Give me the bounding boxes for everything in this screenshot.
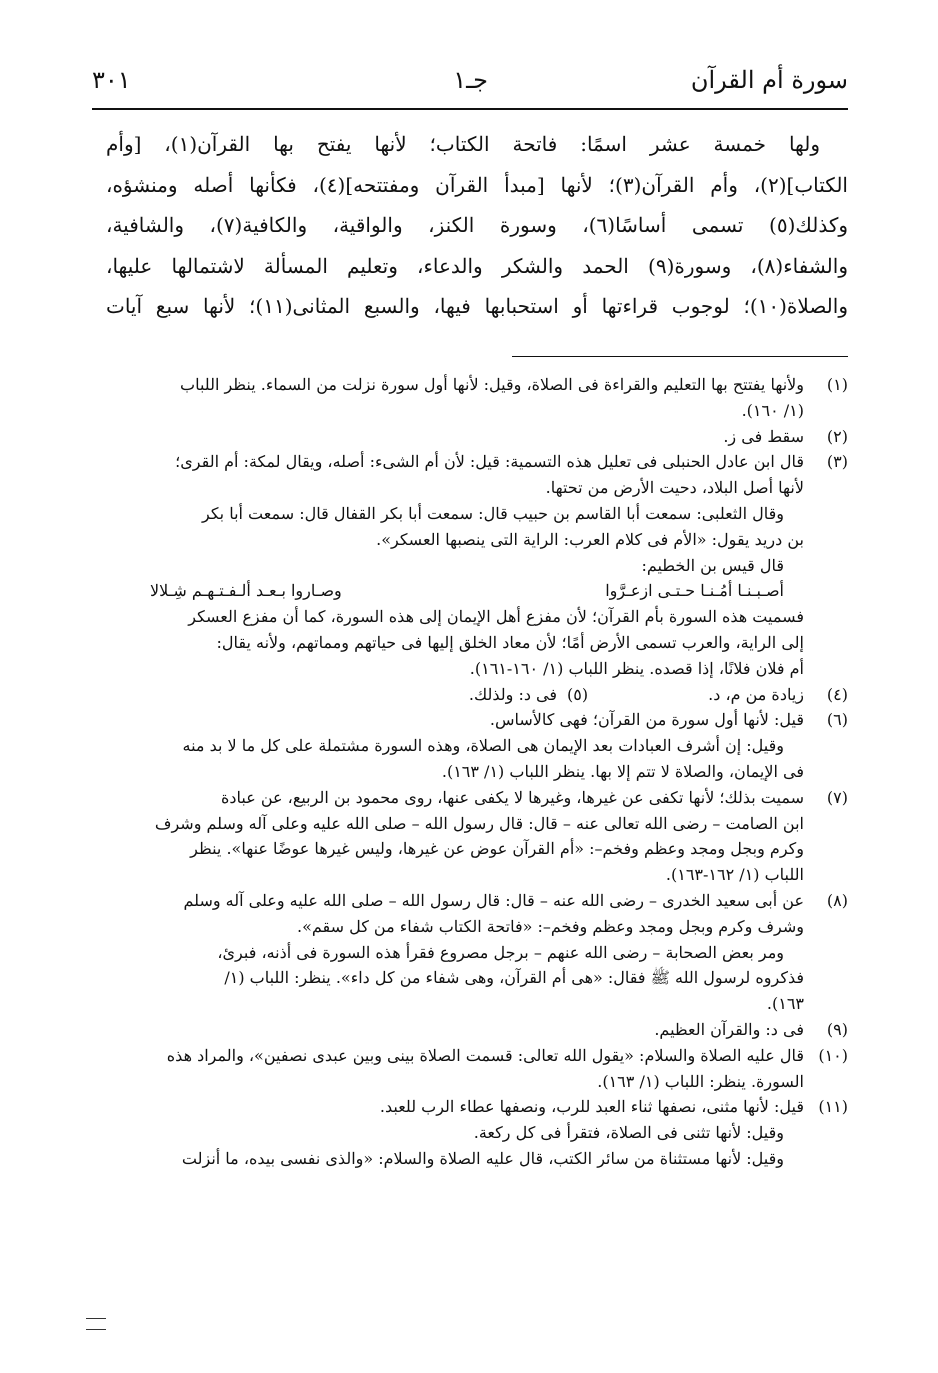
volume-label: جـ١ — [453, 66, 488, 94]
footnote-number: (٧) — [826, 787, 848, 807]
header-rule — [92, 108, 848, 110]
footnote-4-5 — [100, 682, 848, 708]
page-number: ٣٠١ — [92, 66, 131, 94]
verse-second-hemistich: وصـاروا بـعـد ألـفـتـهـم شِـلالا — [150, 581, 342, 601]
footnote-text: ١٦٣). — [766, 994, 804, 1014]
footnote-9 — [100, 1017, 848, 1043]
footnote-number: (٨) — [826, 890, 848, 910]
footnote-number: (٦) — [826, 710, 848, 730]
footnote-number: (٣) — [826, 452, 848, 472]
footnote-1 — [100, 372, 848, 424]
footnote-number: (١٠) — [818, 1045, 848, 1065]
footnote-text: زيادة من م، د. — [708, 684, 804, 704]
footnote-text: قيل: لأنها أول سورة من القرآن؛ فهى كالأساس. — [489, 710, 804, 730]
footnote-text: قيل: لأنها مثنى، نصفها ثناء العبد للرب، ونصفها عطاء الرب للعبد. — [379, 1097, 804, 1117]
main-line: وكذلك(٥) تسمى أساسًا(٦)، وسورة الكنز، والواقية، والكافية(٧)، والشافية، — [106, 213, 848, 238]
footnote-text: ولأنها يفتتح بها التعليم والقراءة فى الصلاة، وقيل: لأنها أول سورة نزلت من السماء. ينظر اللباب — [180, 375, 804, 394]
main-text — [106, 124, 848, 327]
footnote-text: سميت بذلك؛ لأنها تكفى عن غيرها، وغيرها لا يكفى عنها، روى محمود بن الربيع، عن عبادة — [221, 787, 804, 807]
footnote-text: وشرف وكرم وبجل ومجد وعظم وفخم–: «فاتحة الكتاب شفاء من كل سقم». — [296, 916, 804, 936]
footnote-text: فى الإيمان، والصلاة لا تتم إلا بها. ينظر اللباب (١/ ١٦٣). — [441, 761, 804, 781]
footnote-number: (٤) — [826, 684, 848, 704]
footnote-text: وقيل: لأنها تثنى فى الصلاة، فتقرأ فى كل ركعة. — [473, 1123, 784, 1143]
main-line: الكتاب](٢)، وأم القرآن(٣)؛ لأنها [مبدأ القرآن ومفتتحه](٤)، فكأنها أصله ومنشؤه، — [106, 172, 848, 197]
continuation-mark — [86, 1318, 106, 1330]
footnote-3 — [100, 449, 848, 681]
footnote-number: (٥) — [567, 684, 589, 704]
main-line: والصلاة(١٠)؛ لوجوب قراءتها أو استحبابها فيها، والسبع المثانى(١١)؛ لأنها سبع آيات — [106, 294, 848, 319]
verse-first-hemistich: أصـبـنـا أمُـنـا حـتـى ازعـرَّوا — [605, 581, 784, 601]
footnote-number: (٢) — [826, 426, 848, 446]
footnote-number: (٩) — [826, 1019, 848, 1039]
footnote-text: اللباب (١/ ١٦٢-١٦٣). — [665, 865, 804, 885]
footnote-text: وقيل: إن أشرف العبادات بعد الإيمان هى الصلاة، وهذه السورة مشتملة على كل ما لا بد منه — [182, 736, 784, 756]
footnote-text: ابن الصامت – رضى الله تعالى عنه – قال: قال رسول الله – صلى الله عليه وعلى آله وسلم وشرف — [154, 813, 804, 833]
footnote-separator — [512, 356, 848, 357]
page-header — [92, 62, 848, 102]
footnote-7 — [100, 785, 848, 888]
footnote-text: وكرم وبجل ومجد وعظم وفخم–: «أم القرآن عوض عن غيرها، وليس غيرها عوضًا عنها». ينظر — [190, 839, 804, 859]
running-title: سورة أم القرآن — [690, 66, 848, 94]
main-line: والشفاء(٨)، وسورة(٩) الحمد والشكر والدعاء، وتعليم المسألة لاشتمالها عليها، — [106, 253, 848, 278]
footnote-8 — [100, 888, 848, 1017]
footnote-text: عن أبى سعيد الخدرى – رضى الله عنه – قال: قال رسول الله – صلى الله عليه وعلى آله وسلم — [183, 890, 804, 910]
main-line: ولها خمسة عشر اسمًا: فاتحة الكتاب؛ لأنها يفتح بها القرآن(١)، [وأم — [106, 132, 821, 156]
footnote-text: وقيل: لأنها مستثناة من سائر الكتب، قال عليه الصلاة والسلام: «والذى نفسى بيده، ما أنزلت — [181, 1148, 784, 1168]
footnote-number: (١١) — [818, 1097, 848, 1117]
footnote-text: (١/ ١٦٠). — [741, 400, 804, 420]
footnote-text: وقال الثعلبى: سمعت أبا القاسم بن حبيب قال: سمعت أبا بكر القفال قال: سمعت أبا بكر — [201, 503, 784, 523]
footnote-text: فى د: والقرآن العظيم. — [654, 1019, 804, 1039]
footnote-text: لأنها أصل البلاد، دحيت الأرض من تحتها. — [545, 478, 804, 498]
footnote-text: إلى الراية، والعرب تسمى الأرض أمًا؛ لأن معاد الخلق إليها فى حياتهم ومماتهم، ولأنه يقال: — [216, 632, 804, 652]
poem-verse — [100, 578, 804, 604]
footnote-number: (١) — [826, 375, 848, 394]
footnote-11 — [100, 1094, 848, 1171]
footnote-text: بن دريد يقول: «الأم فى كلام العرب: الراية التى ينصبها العسكر». — [376, 529, 804, 549]
footnote-text: السورة. ينظر: اللباب (١/ ١٦٣). — [597, 1071, 804, 1091]
footnote-10 — [100, 1043, 848, 1095]
footnote-2 — [100, 424, 848, 450]
footnote-text: قال ابن عادل الحنبلى فى تعليل هذه التسمية: قيل: لأن أم الشىء: أصله، ويقال لمكة: أم القرى؛ — [175, 452, 804, 472]
footnote-text: قال قيس بن الخطيم: — [641, 555, 784, 575]
footnote-text: ومر بعض الصحابة – رضى الله عنهم – برجل مصروع فقرأ هذه السورة فى أذنه، فبرئ، — [217, 942, 784, 962]
footnote-text: فسميت هذه السورة بأم القرآن؛ لأن مفزع أهل الإيمان إلى هذه السورة، كما أن مفزع العسكر — [188, 607, 804, 627]
footnotes — [100, 372, 848, 1172]
footnote-text: سقط فى ز. — [723, 426, 804, 446]
footnote-text: فذكروه لرسول الله ﷺ فقال: «هى أم القرآن، وهى شفاء من كل داء». ينظر: اللباب (١/ — [224, 968, 804, 988]
footnote-6 — [100, 707, 848, 784]
footnote-text: فى د: ولذلك. — [468, 684, 558, 704]
footnote-text: قال عليه الصلاة والسلام: «يقول الله تعالى: قسمت الصلاة بينى وبين عبدى نصفين»، والمراد هذه — [166, 1045, 804, 1065]
footnote-text: أم فلان فلانًا، إذا قصده. ينظر اللباب (١/ ١٦٠-١٦١). — [469, 658, 804, 678]
